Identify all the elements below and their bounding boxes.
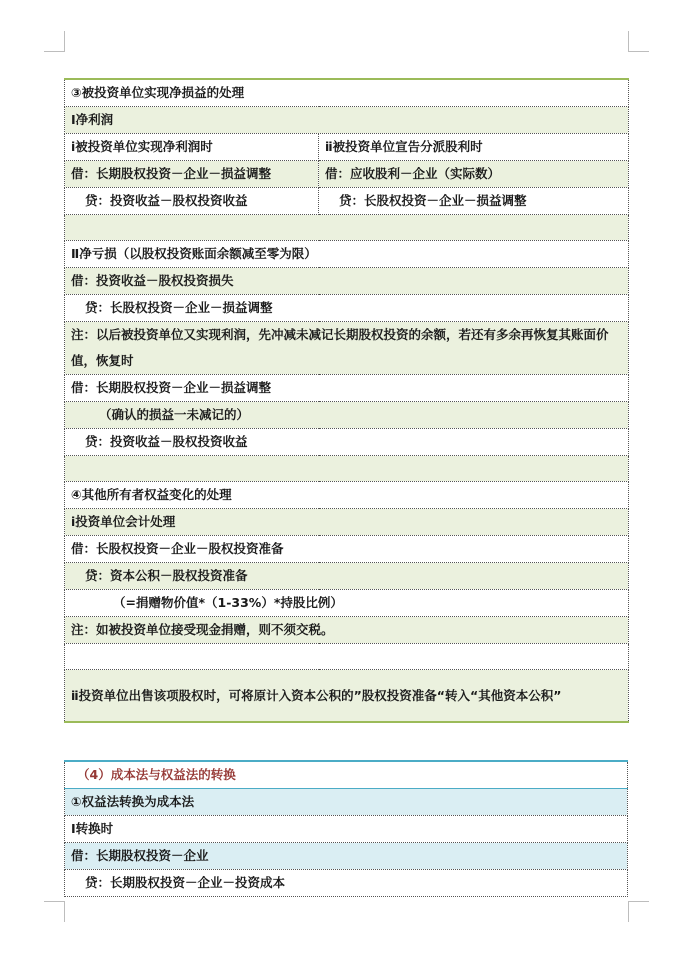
section4-sub-i: ⅰ投资单位会计处理	[65, 509, 629, 536]
table-row	[65, 161, 629, 188]
table-row	[65, 134, 629, 161]
table-row	[65, 268, 629, 295]
table-row	[65, 536, 629, 563]
col-left-debit: 借：长期股权投资－企业－损益调整	[65, 161, 319, 188]
col-right-header: ⅱ被投资单位宣告分派股利时	[319, 134, 629, 161]
table-row	[65, 870, 628, 897]
section4-sub-ii: ⅱ投资单位出售该项股权时，可将原计入资本公积的”股权投资准备“转入“其他资本公积”	[65, 670, 629, 723]
table-row	[65, 188, 629, 215]
table-row	[65, 789, 628, 816]
table-row	[65, 617, 629, 644]
col-left-header: ⅰ被投资单位实现净利润时	[65, 134, 319, 161]
empty-row	[65, 456, 629, 482]
table-row	[65, 295, 629, 322]
net-loss-credit: 贷：长股权投资－企业－损益调整	[65, 295, 629, 322]
empty-row	[65, 644, 629, 670]
page-corner-mark-top-left	[44, 31, 65, 52]
net-profit-header: Ⅰ净利润	[65, 107, 629, 134]
section4-formula: （=捐赠物价值*（1-33%）*持股比例）	[65, 590, 629, 617]
net-loss-debit: 借：投资收益－股权投资损失	[65, 268, 629, 295]
section4-title: ④其他所有者权益变化的处理	[65, 482, 629, 509]
table-row	[65, 107, 629, 134]
section4-credit: 贷：资本公积－股权投资准备	[65, 563, 629, 590]
table-row	[65, 816, 628, 843]
table-row	[65, 456, 629, 482]
table-row	[65, 761, 628, 789]
section4-debit: 借：长股权投资－企业－股权投资准备	[65, 536, 629, 563]
table-row	[65, 644, 629, 670]
page-corner-mark-top-right	[628, 31, 649, 52]
table-row	[65, 215, 629, 241]
table-row	[65, 670, 629, 723]
table-row	[65, 79, 629, 107]
net-loss-note: 注：以后被投资单位又实现利润，先冲减未减记长期股权投资的余额，若还有多余再恢复其账面价值，恢复时	[65, 322, 629, 375]
page-corner-mark-bottom-right	[628, 901, 649, 922]
table-row	[65, 429, 629, 456]
empty-row	[65, 215, 629, 241]
restore-debit: 借：长期股权投资－企业－损益调整	[65, 375, 629, 402]
table-row	[65, 509, 629, 536]
restore-credit: 贷：投资收益－股权投资收益	[65, 429, 629, 456]
page-corner-mark-bottom-left	[44, 901, 65, 922]
table-row	[65, 482, 629, 509]
net-loss-header: Ⅱ净亏损（以股权投资账面余额减至零为限）	[65, 241, 629, 268]
table-row	[65, 402, 629, 429]
equity-method-table	[64, 78, 629, 723]
conversion-at-time: Ⅰ转换时	[65, 816, 628, 843]
table-row	[65, 843, 628, 870]
section-title: ③被投资单位实现净损益的处理	[65, 79, 629, 107]
conversion-title: （4）成本法与权益法的转换	[65, 761, 628, 789]
table-row	[65, 590, 629, 617]
col-right-debit: 借：应收股利－企业（实际数）	[319, 161, 629, 188]
table-row	[65, 375, 629, 402]
col-right-credit: 贷：长股权投资－企业－损益调整	[319, 188, 629, 215]
conversion-debit: 借：长期股权投资－企业	[65, 843, 628, 870]
col-left-credit: 贷：投资收益－股权投资收益	[65, 188, 319, 215]
table-row	[65, 563, 629, 590]
conversion-table	[64, 760, 628, 897]
conversion-sub1: ①权益法转换为成本法	[65, 789, 628, 816]
conversion-credit: 贷：长期股权投资－企业－投资成本	[65, 870, 628, 897]
table-row	[65, 322, 629, 375]
section4-note: 注：如被投资单位接受现金捐赠，则不须交税。	[65, 617, 629, 644]
restore-paren-note: （确认的损益一未减记的）	[65, 402, 629, 429]
table-row	[65, 241, 629, 268]
